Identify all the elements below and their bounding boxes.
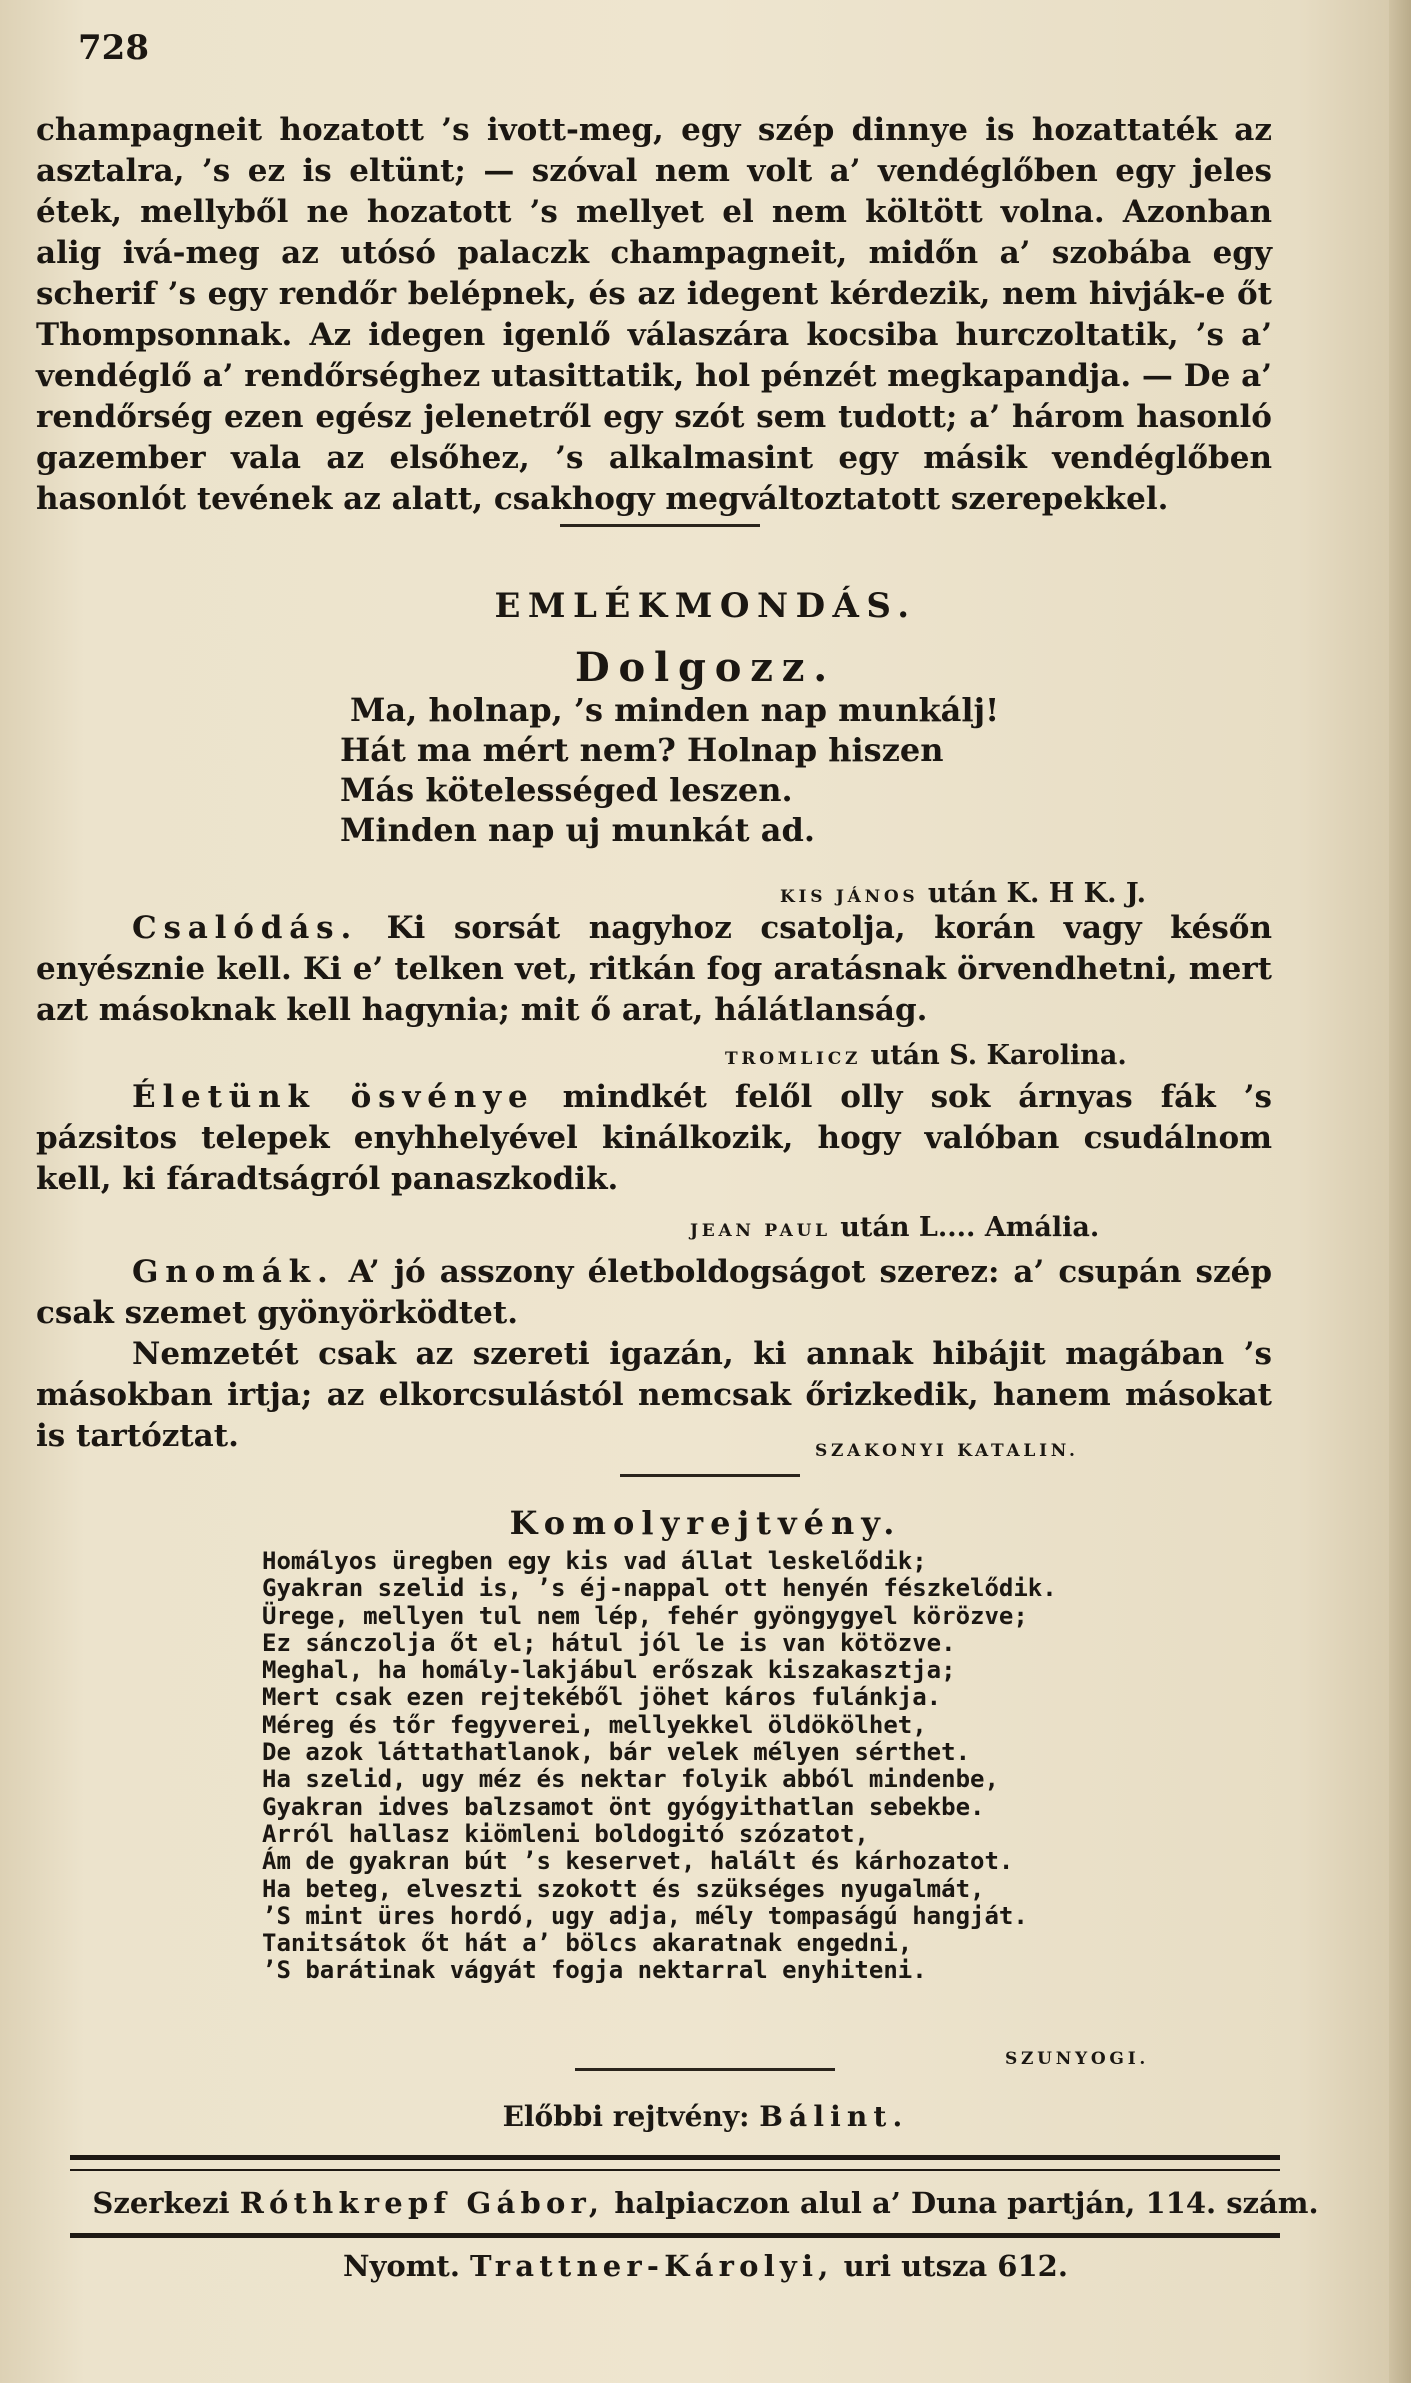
intro-text: champagneit hozatott ’s ivott-meg, egy szép dinnye is hozattaték az asztalra, ’s ez is eltünt; — szóval nem volt a’ vendéglőben egy jeles étek, mellyből ne hozatott ’s mellyet el nem költött volna. Azonban alig ivá-meg az utósó palaczk champagneit, midőn a’ szobába egy scherif ’s egy rendőr belépnek, és az idegent kérdezik, nem hivják-e őt Thompsonnak. Az idegen igenlő válaszára kocsiba hurczoltatik, ’s a’ vendéglő a’ rendőrséghez utasittatik, hol pénzét megkapandja. — De a’ rendőrség ezen egész jelenetről egy szót sem tudott; a’ három hasonló gazember vala az elsőhez, ’s alkalmasint egy másik vendéglőben hasonlót tevének az alatt, csakhogy megváltoztatott szerepekkel.: [36, 112, 1272, 517]
maxim-eletunk: [36, 1077, 1272, 1200]
poem-attribution: [780, 878, 1146, 909]
answer-divider: [575, 2068, 835, 2071]
riddle-line: Gyakran szelid is, ’s éj-nappal ott henyén fészkelődik.: [262, 1574, 1057, 1603]
editor-label: Szerkezi: [92, 2186, 230, 2220]
maxim-text: mindkét felől olly sok árnyas fák ’s pázsitos telepek enyhhelyével kinálkozik, hogy valóban csudálnom kell, ki fáradtságról panaszkodik.: [36, 1079, 1272, 1197]
previous-answer-label: Előbbi rejtvény:: [502, 2100, 750, 2133]
maxim-lead: Csalódás.: [132, 910, 359, 946]
riddle-line: Gyakran idves balzsamot önt gyógyithatlan sebekbe.: [262, 1792, 985, 1821]
riddle-line: Ha szelid, ugy méz és nektar folyik abból mindenbe,: [262, 1765, 999, 1794]
section-title: EMLÉKMONDÁS.: [494, 586, 917, 626]
poem: [340, 690, 999, 850]
riddle-text: [262, 1548, 1057, 1985]
poem-line: Más kötelességed leszen.: [340, 771, 793, 809]
section-divider: [560, 524, 760, 527]
maxim-text-2: Nemzetét csak az szereti igazán, ki annak hibájit magában ’s másokban irtja; az elkorcsulástól nemcsak őrizkedik, hanem másokat is tartóztat.: [36, 1336, 1272, 1454]
riddle-line: Ha beteg, elveszti szokott és szükséges nyugalmát,: [262, 1874, 985, 1903]
editor-address: halpiaczon alul a’ Duna partján, 114. szám.: [614, 2186, 1319, 2220]
page-edge: [1389, 0, 1411, 2383]
maxim3-attribution: [815, 1432, 1079, 1463]
author-name: SZAKONYI KATALIN.: [815, 1441, 1079, 1461]
poem-title: Dolgozz.: [575, 644, 836, 691]
riddle-line: Arról hallasz kiömleni boldogitó szózatot,: [262, 1819, 869, 1848]
riddle-title: Komolyrejtvény.: [509, 1504, 902, 1542]
author-name: SZUNYOGI.: [1005, 2049, 1150, 2069]
author-name: JEAN PAUL: [690, 1221, 831, 1241]
intro-paragraph: [36, 110, 1272, 520]
printer-label: Nyomt.: [343, 2249, 460, 2283]
author-credit: után L.... Amália.: [840, 1212, 1100, 1243]
author-name: KIS JÁNOS: [780, 887, 919, 907]
footer-rule-middle: [70, 2233, 1280, 2238]
riddle-divider: [620, 1474, 800, 1477]
riddle-line: Homályos üregben egy kis vad állat leskelődik;: [262, 1547, 927, 1575]
maxim-text: A’ jó asszony életboldogságot szerez: a’ csupán szép csak szemet gyönyörködtet.: [36, 1254, 1272, 1331]
maxim-lead: Gnomák.: [132, 1254, 335, 1290]
riddle-line: De azok láttathatlanok, bár velek mélyen sérthet.: [262, 1738, 971, 1767]
author-credit: után S. Karolina.: [870, 1040, 1127, 1071]
riddle-line: Tanitsátok őt hát a’ bölcs akaratnak engedni,: [262, 1929, 913, 1958]
maxim-csalodas: [36, 908, 1272, 1031]
riddle-line: Ürege, mellyen tul nem lép, fehér gyöngygyel körözve;: [262, 1601, 1028, 1630]
riddle-line: ’S barátinak vágyát fogja nektarral enyhiteni.: [262, 1956, 927, 1985]
riddle-line: ’S mint üres hordó, ugy adja, mély tompaságú hangját.: [262, 1901, 1028, 1930]
author-name: TROMLICZ: [725, 1049, 862, 1069]
poem-line: Minden nap uj munkát ad.: [340, 811, 815, 849]
maxim1-attribution: [725, 1040, 1127, 1071]
page-number: 728: [78, 28, 149, 68]
editor-line: [0, 2186, 1411, 2220]
poem-line: Ma, holnap, ’s minden nap munkálj!: [350, 691, 1000, 729]
maxim-gnomak: [36, 1252, 1272, 1457]
riddle-attribution: [1005, 2040, 1149, 2071]
poem-line: Hát ma mért nem? Holnap hiszen: [340, 731, 944, 769]
previous-answer-value: Bálint.: [759, 2100, 909, 2133]
maxim-lead: Életünk ösvénye: [132, 1079, 535, 1115]
editor-name: Róthkrepf Gábor,: [239, 2186, 605, 2220]
author-credit: után K. H K. J.: [927, 878, 1147, 909]
maxim-text: Ki sorsát nagyhoz csatolja, korán vagy későn enyésznie kell. Ki e’ telken vet, ritkán fog aratásnak örvendhetni, mert azt másoknak kell hagynia; mit ő arat, hálátlanság.: [36, 910, 1272, 1028]
previous-answer: [0, 2100, 1411, 2133]
maxim2-attribution: [690, 1212, 1099, 1243]
riddle-line: Mert csak ezen rejtekéből jöhet káros fulánkja.: [262, 1683, 942, 1712]
riddle-line: Meghal, ha homály-lakjábul erőszak kiszakasztja;: [262, 1656, 956, 1685]
riddle-line: Ám de gyakran bút ’s keservet, halált és kárhozatot.: [262, 1847, 1014, 1876]
printer-address: uri utsza 612.: [843, 2249, 1068, 2283]
printer-name: Trattner-Károlyi,: [470, 2249, 834, 2283]
riddle-line: Ez sánczolja őt el; hátul jól le is van kötözve.: [262, 1628, 956, 1657]
footer-rule-top: [70, 2155, 1280, 2171]
riddle-line: Méreg és tőr fegyverei, mellyekkel öldökölhet,: [262, 1710, 927, 1739]
printer-line: [0, 2249, 1411, 2283]
